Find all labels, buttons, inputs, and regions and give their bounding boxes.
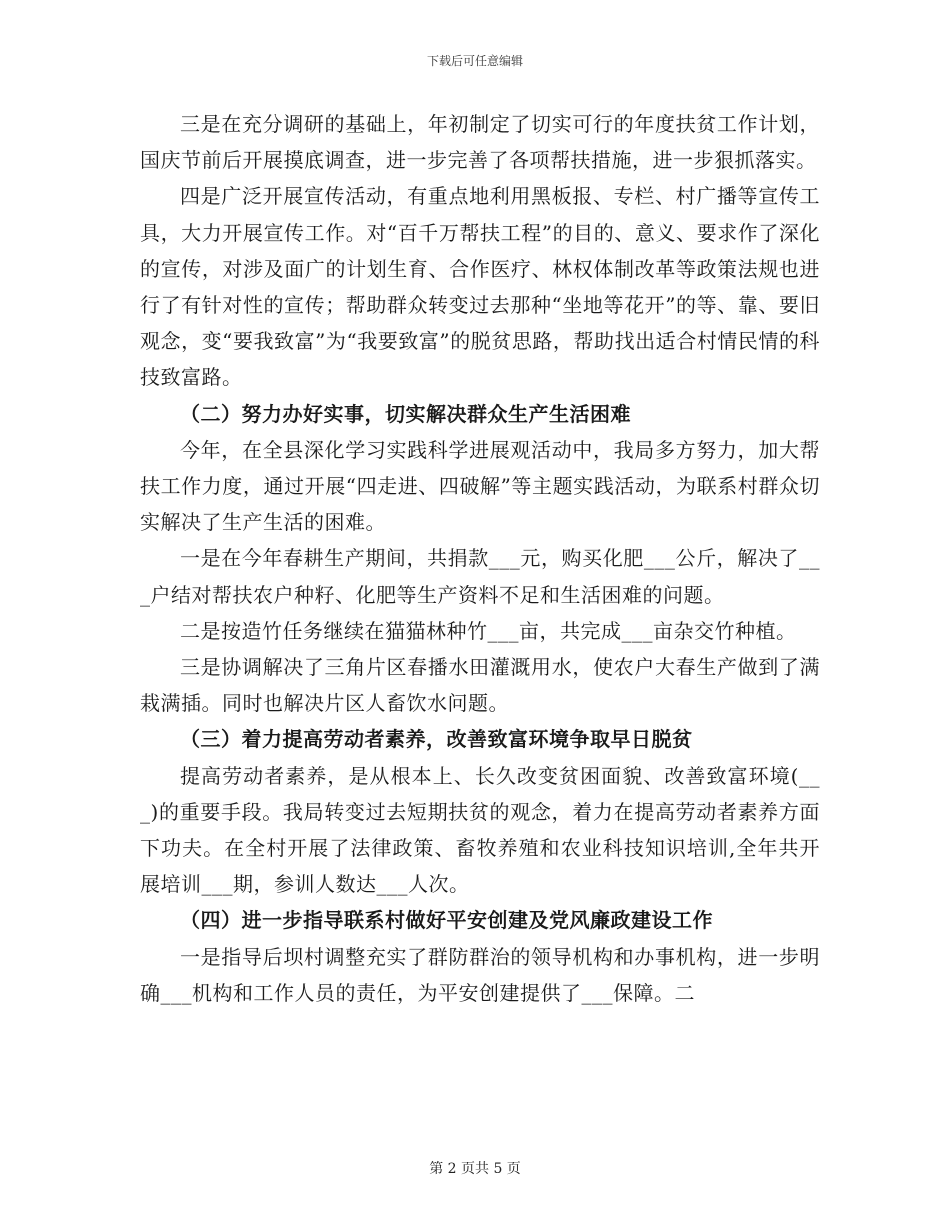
paragraph: 三是在充分调研的基础上，年初制定了切实可行的年度扶贫工作计划，国庆节前后开展摸底调查，进一步完善了各项帮扶措施，进一步狠抓落实。 [140,112,820,173]
section-heading: （二）努力办好实事，切实解决群众生产生活困难 [180,401,631,426]
paragraph: 提高劳动者素养，是从根本上、长久改变贫困面貌、改善致富环境(___)的重要手段。我局转变过去短期扶贫的观念，着力在提高劳动者素养方面下功夫。在全村开展了法律政策、畜牧养殖和农业科技知识培训,全年共开展培训___期，参训人数达___人次。 [140,763,820,897]
document-body [140,106,820,1011]
page-header: 下载后可任意编辑 [426,54,523,68]
paragraph: 三是协调解决了三角片区春播水田灌溉用水，使农户大春生产做到了满栽满插。同时也解决片区人畜饮水问题。 [140,655,820,716]
paragraph: 今年，在全县深化学习实践科学进展观活动中，我局多方努力，加大帮扶工作力度，通过开展“四走进、四破解”等主题实践活动，为联系村群众切实解决了生产生活的困难。 [140,437,820,535]
section-heading: （四）进一步指导联系村做好平安创建及党风廉政建设工作 [180,908,713,933]
page-footer: 第 2 页共 5 页 [429,1161,521,1177]
paragraph: 四是广泛开展宣传活动，有重点地利用黑板报、专栏、村广播等宣传工具，大力开展宣传工作。对“百千万帮扶工程”的目的、意义、要求作了深化的宣传，对涉及面广的计划生育、合作医疗、林权体制改革等政策法规也进行了有针对性的宣传；帮助群众转变过去那种“坐地等花开”的等、靠、要旧观念，变“要我致富”为“我要致富”的脱贫思路，帮助找出适合村情民情的科技致富路。 [140,184,820,390]
paragraph: 二是按造竹任务继续在猫猫林种竹___亩，共完成___亩杂交竹种植。 [180,618,797,643]
paragraph: 一是在今年春耕生产期间，共捐款___元，购买化肥___公斤，解决了___户结对帮扶农户种籽、化肥等生产资料不足和生活困难的问题。 [140,546,820,607]
section-heading: （三）着力提高劳动者素养，改善致富环境争取早日脱贫 [180,727,693,752]
paragraph: 一是指导后坝村调整充实了群防群治的领导机构和办事机构，进一步明确___机构和工作人员的责任，为平安创建提供了___保障。二 [140,944,820,1005]
